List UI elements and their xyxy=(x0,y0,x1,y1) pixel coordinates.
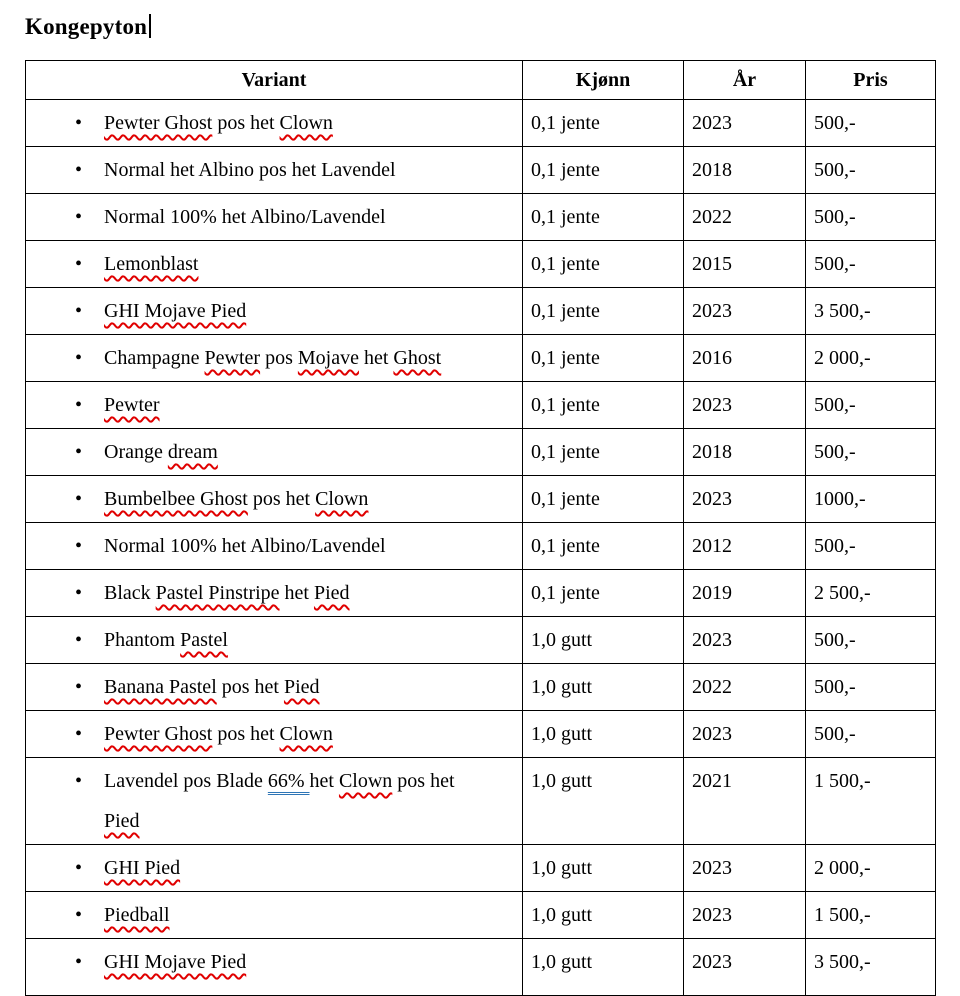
variant-line xyxy=(26,103,516,143)
price-cell[interactable]: 2 500,- xyxy=(806,570,936,617)
variant-cell[interactable] xyxy=(26,711,523,758)
kjonn-cell[interactable]: 0,1 jente xyxy=(523,194,684,241)
year-cell[interactable]: 2023 xyxy=(684,939,806,996)
kjonn-cell[interactable]: 1,0 gutt xyxy=(523,664,684,711)
price-cell[interactable]: 2 000,- xyxy=(806,845,936,892)
spellcheck-underline: Mojave xyxy=(297,347,359,369)
variant-text: pos xyxy=(260,347,298,369)
price-cell[interactable]: 2 000,- xyxy=(806,335,936,382)
spellcheck-underline: Pied xyxy=(313,582,350,604)
variant-line xyxy=(26,761,516,841)
table-body xyxy=(26,100,936,996)
year-cell[interactable]: 2023 xyxy=(684,476,806,523)
spellcheck-underline: Clown xyxy=(338,770,393,792)
kjonn-cell[interactable]: 0,1 jente xyxy=(523,476,684,523)
spellcheck-underline: Clown xyxy=(279,112,333,134)
kjonn-cell[interactable]: 0,1 jente xyxy=(523,147,684,194)
bullet-icon: • xyxy=(75,629,83,651)
variant-cell[interactable] xyxy=(26,194,523,241)
table-row xyxy=(26,664,936,711)
variant-text: het xyxy=(309,770,339,792)
bullet-icon: • xyxy=(75,535,83,557)
table-row xyxy=(26,892,936,939)
table-row xyxy=(26,570,936,617)
variant-text: het xyxy=(279,582,314,604)
variant-line xyxy=(26,150,516,190)
table-row xyxy=(26,100,936,147)
variant-cell[interactable] xyxy=(26,939,523,996)
table-row xyxy=(26,476,936,523)
bullet-icon: • xyxy=(75,904,83,926)
year-cell[interactable]: 2023 xyxy=(684,845,806,892)
spellcheck-underline: Pewter xyxy=(204,347,261,369)
spellcheck-underline: Piedball xyxy=(104,904,170,926)
price-cell[interactable]: 500,- xyxy=(806,523,936,570)
variant-text: Normal 100% het Albino/Lavendel xyxy=(104,206,386,228)
spellcheck-underline: Pied xyxy=(283,676,320,698)
table-row xyxy=(26,429,936,476)
spellcheck-underline: Pewter Ghost xyxy=(104,112,213,134)
price-cell[interactable]: 3 500,- xyxy=(806,288,936,335)
price-cell[interactable]: 1 500,- xyxy=(806,892,936,939)
kjonn-cell[interactable]: 0,1 jente xyxy=(523,429,684,476)
spellcheck-underline: GHI Mojave Pied xyxy=(104,951,247,973)
specimen-table xyxy=(25,60,936,996)
bullet-icon: • xyxy=(75,723,83,745)
column-header-ar: År xyxy=(684,61,806,100)
variant-cell[interactable] xyxy=(26,845,523,892)
variant-cell[interactable] xyxy=(26,429,523,476)
variant-line xyxy=(26,338,516,378)
bullet-icon: • xyxy=(75,857,83,879)
variant-text: Normal het Albino pos het Lavendel xyxy=(104,159,396,181)
table-row xyxy=(26,288,936,335)
price-cell[interactable]: 500,- xyxy=(806,382,936,429)
variant-cell[interactable] xyxy=(26,147,523,194)
variant-line xyxy=(26,895,516,935)
year-cell[interactable]: 2018 xyxy=(684,147,806,194)
spellcheck-underline: dream xyxy=(167,441,218,463)
variant-cell[interactable] xyxy=(26,523,523,570)
title-line xyxy=(25,14,935,48)
variant-line xyxy=(26,291,516,331)
year-cell[interactable]: 2023 xyxy=(684,382,806,429)
price-cell[interactable]: 3 500,- xyxy=(806,939,936,996)
variant-line xyxy=(26,573,516,613)
kjonn-cell[interactable]: 0,1 jente xyxy=(523,241,684,288)
spellcheck-underline: Pewter Ghost xyxy=(104,723,213,745)
kjonn-cell[interactable]: 0,1 jente xyxy=(523,288,684,335)
variant-text: pos het xyxy=(212,112,280,134)
year-cell[interactable]: 2015 xyxy=(684,241,806,288)
spellcheck-underline: Clown xyxy=(315,488,369,510)
variant-text: pos het xyxy=(212,723,280,745)
bullet-icon: • xyxy=(75,951,83,973)
bullet-icon: • xyxy=(75,770,83,792)
spellcheck-underline: Banana Pastel xyxy=(104,676,217,698)
price-cell[interactable]: 500,- xyxy=(806,429,936,476)
spellcheck-underline: Bumbelbee Ghost xyxy=(104,488,248,510)
bullet-icon: • xyxy=(75,582,83,604)
variant-line xyxy=(26,667,516,707)
year-cell[interactable]: 2023 xyxy=(684,711,806,758)
price-cell[interactable]: 500,- xyxy=(806,100,936,147)
price-cell[interactable]: 1 500,- xyxy=(806,758,936,845)
variant-cell[interactable] xyxy=(26,288,523,335)
table-row xyxy=(26,845,936,892)
kjonn-cell[interactable]: 0,1 jente xyxy=(523,570,684,617)
variant-line xyxy=(26,714,516,754)
variant-cell[interactable] xyxy=(26,664,523,711)
variant-cell[interactable] xyxy=(26,892,523,939)
variant-text: Phantom xyxy=(104,629,181,651)
variant-line xyxy=(26,385,516,425)
table-row xyxy=(26,241,936,288)
bullet-icon: • xyxy=(75,441,83,463)
variant-cell[interactable] xyxy=(26,100,523,147)
bullet-icon: • xyxy=(75,488,83,510)
price-cell[interactable]: 500,- xyxy=(806,147,936,194)
text-cursor xyxy=(149,14,151,38)
year-cell[interactable]: 2018 xyxy=(684,429,806,476)
price-cell[interactable]: 1000,- xyxy=(806,476,936,523)
bullet-icon: • xyxy=(75,112,83,134)
variant-text: Lavendel pos Blade xyxy=(104,770,268,792)
variant-text: pos het xyxy=(216,676,284,698)
year-cell[interactable]: 2016 xyxy=(684,335,806,382)
variant-text: Black xyxy=(104,582,156,604)
variant-text: het xyxy=(358,347,394,369)
kjonn-cell[interactable]: 1,0 gutt xyxy=(523,617,684,664)
variant-line xyxy=(26,620,516,660)
price-cell[interactable]: 500,- xyxy=(806,194,936,241)
year-cell[interactable]: 2012 xyxy=(684,523,806,570)
kjonn-cell[interactable]: 0,1 jente xyxy=(523,335,684,382)
kjonn-cell[interactable]: 1,0 gutt xyxy=(523,711,684,758)
kjonn-cell[interactable]: 0,1 jente xyxy=(523,382,684,429)
spellcheck-underline: Clown xyxy=(279,723,333,745)
column-header-variant: Variant xyxy=(26,61,523,100)
table-row xyxy=(26,335,936,382)
variant-cell[interactable] xyxy=(26,758,523,845)
table-row xyxy=(26,523,936,570)
year-cell[interactable]: 2023 xyxy=(684,100,806,147)
price-cell[interactable]: 500,- xyxy=(806,664,936,711)
spellcheck-underline: Pastel Pinstripe xyxy=(155,582,280,604)
price-cell[interactable]: 500,- xyxy=(806,617,936,664)
kjonn-cell[interactable]: 1,0 gutt xyxy=(523,845,684,892)
table-row xyxy=(26,147,936,194)
price-cell[interactable]: 500,- xyxy=(806,241,936,288)
year-cell[interactable]: 2022 xyxy=(684,194,806,241)
year-cell[interactable]: 2019 xyxy=(684,570,806,617)
table-row xyxy=(26,617,936,664)
table-row xyxy=(26,711,936,758)
variant-line xyxy=(26,848,516,888)
variant-text: Orange xyxy=(104,441,168,463)
bullet-icon: • xyxy=(75,394,83,416)
variant-line xyxy=(26,479,516,519)
variant-text: Champagne xyxy=(104,347,205,369)
variant-text: pos het xyxy=(392,770,455,792)
year-cell[interactable]: 2021 xyxy=(684,758,806,845)
kjonn-cell[interactable]: 0,1 jente xyxy=(523,100,684,147)
bullet-icon: • xyxy=(75,300,83,322)
year-cell[interactable]: 2023 xyxy=(684,892,806,939)
bullet-icon: • xyxy=(75,159,83,181)
variant-cell[interactable] xyxy=(26,476,523,523)
column-header-kjonn: Kjønn xyxy=(523,61,684,100)
spellcheck-underline: Pastel xyxy=(180,629,228,651)
variant-text: pos het xyxy=(247,488,316,510)
year-cell[interactable]: 2023 xyxy=(684,288,806,335)
table-row xyxy=(26,194,936,241)
bullet-icon: • xyxy=(75,253,83,275)
spellcheck-underline: Pewter xyxy=(104,394,160,416)
spellcheck-underline: Lemonblast xyxy=(104,253,199,275)
kjonn-cell[interactable]: 0,1 jente xyxy=(523,523,684,570)
variant-cell[interactable] xyxy=(26,335,523,382)
variant-line xyxy=(26,432,516,472)
price-cell[interactable]: 500,- xyxy=(806,711,936,758)
variant-line xyxy=(26,197,516,237)
spellcheck-underline: Pied xyxy=(104,810,140,832)
year-cell[interactable]: 2023 xyxy=(684,617,806,664)
document-title[interactable]: Kongepyton xyxy=(25,14,148,39)
bullet-icon: • xyxy=(75,206,83,228)
variant-line xyxy=(26,942,516,982)
year-cell[interactable]: 2022 xyxy=(684,664,806,711)
variant-line xyxy=(26,244,516,284)
spellcheck-underline: Ghost xyxy=(393,347,442,369)
spellcheck-underline: GHI Pied xyxy=(104,857,181,879)
variant-text: Normal 100% het Albino/Lavendel xyxy=(104,535,386,557)
grammar-underline: 66% xyxy=(267,770,310,792)
kjonn-cell[interactable]: 1,0 gutt xyxy=(523,892,684,939)
variant-cell[interactable] xyxy=(26,382,523,429)
variant-line xyxy=(26,526,516,566)
kjonn-cell[interactable]: 1,0 gutt xyxy=(523,758,684,845)
bullet-icon: • xyxy=(75,347,83,369)
variant-cell[interactable] xyxy=(26,617,523,664)
table-row xyxy=(26,758,936,845)
column-header-pris: Pris xyxy=(806,61,936,100)
table-row xyxy=(26,939,936,996)
variant-cell[interactable] xyxy=(26,570,523,617)
bullet-icon: • xyxy=(75,676,83,698)
table-row xyxy=(26,382,936,429)
kjonn-cell[interactable]: 1,0 gutt xyxy=(523,939,684,996)
header-row xyxy=(26,61,936,100)
variant-cell[interactable] xyxy=(26,241,523,288)
spellcheck-underline: GHI Mojave Pied xyxy=(104,300,247,322)
